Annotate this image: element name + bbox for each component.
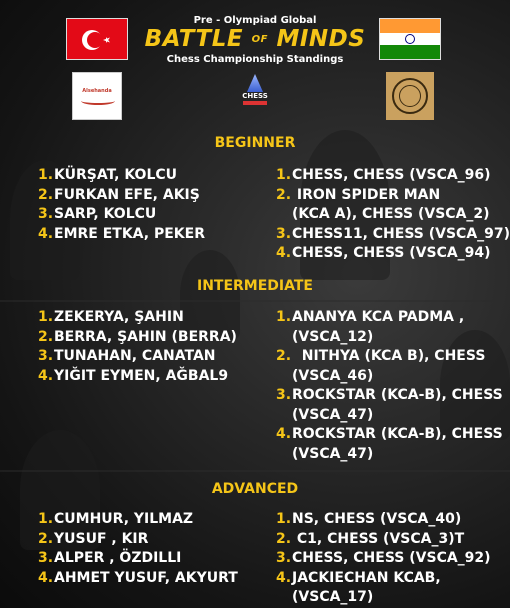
standing-entry-continuation: [276, 406, 503, 426]
rank-number: 4.: [38, 569, 54, 586]
player-name: BERRA, ŞAHIN (BERRA): [54, 328, 237, 345]
standing-entry: [38, 367, 237, 387]
rank-number: 1.: [276, 309, 292, 325]
title-part1: BATTLE: [144, 26, 244, 52]
player-name: TUNAHAN, CANATAN: [54, 348, 216, 364]
standing-entry: [276, 530, 491, 550]
player-name: (KCA A), CHESS (VSCA_2): [292, 206, 490, 222]
standing-entry: [38, 510, 238, 530]
rank-number: 4.: [276, 245, 292, 261]
rank-number: 3.: [276, 550, 292, 566]
player-name: YUSUF , KIR: [54, 530, 149, 547]
standing-entry: [38, 549, 238, 569]
main-title: [0, 26, 510, 52]
rank-number: 2.: [276, 348, 292, 364]
beginner-right-list: [276, 166, 510, 264]
player-name: CHESS, CHESS (VSCA_96): [292, 167, 491, 183]
rank-number: 3.: [276, 225, 292, 242]
rank-number: 1.: [276, 167, 292, 183]
player-name: EMRE ETKA, PEKER: [54, 225, 205, 242]
standing-entry: [38, 225, 205, 245]
logo-left-text: Alsehanda: [82, 88, 112, 94]
standing-entry: [276, 244, 510, 264]
player-name: ROCKSTAR (KCA-B), CHESS: [292, 426, 503, 442]
standing-entry: [276, 347, 503, 367]
rank-number: 3.: [38, 206, 54, 222]
standing-entry-continuation: [276, 367, 503, 387]
rank-number: 1.: [276, 511, 292, 527]
player-name: (VSCA_12): [292, 328, 374, 345]
player-name: C1, CHESS (VSCA_3)T: [292, 530, 465, 547]
standing-entry: [276, 549, 491, 569]
subtitle: Chess Championship Standings: [166, 54, 344, 65]
title-part2: MINDS: [276, 26, 366, 52]
standing-entry-continuation: [276, 205, 510, 225]
rank-number: 2.: [38, 530, 54, 547]
intermediate-left-list: [38, 308, 237, 386]
standing-entry: [276, 510, 491, 530]
rank-number: 4.: [38, 367, 54, 384]
standing-entry: [38, 186, 205, 206]
standing-entry: [276, 225, 510, 245]
player-name: IRON SPIDER MAN: [292, 186, 441, 203]
rank-number: 3.: [276, 387, 292, 403]
standing-entry: [276, 186, 510, 206]
player-name: ANANYA KCA PADMA ,: [292, 309, 465, 325]
player-name: CHESS, CHESS (VSCA_92): [292, 550, 491, 566]
standing-entry: [38, 569, 238, 589]
player-name: ALPER , ÖZDILLI: [54, 550, 182, 566]
standing-entry: [38, 347, 237, 367]
alsehanda-logo: [72, 72, 122, 120]
player-name: (VSCA_17): [292, 589, 374, 605]
section-title-beginner: BEGINNER: [214, 135, 296, 151]
standing-entry: [276, 425, 503, 445]
standing-entry: [38, 530, 238, 550]
rank-number: 2.: [38, 328, 54, 345]
player-name: JACKIECHAN KCAB,: [292, 569, 441, 586]
player-name: KÜRŞAT, KOLCU: [54, 167, 178, 183]
rank-number: 4.: [276, 569, 292, 586]
standing-entry-continuation: [276, 328, 503, 348]
rank-number: 1.: [38, 511, 54, 527]
player-name: ZEKERYA, ŞAHIN: [54, 309, 184, 325]
standing-entry-continuation: [276, 588, 491, 608]
rank-number: 2.: [276, 186, 292, 203]
board-line: [0, 470, 510, 472]
board-line: [0, 300, 510, 302]
rank-number: 4.: [276, 426, 292, 442]
section-title-intermediate: INTERMEDIATE: [196, 278, 313, 294]
player-name: FURKAN EFE, AKIŞ: [54, 186, 200, 203]
chess-logo: [240, 74, 270, 106]
player-name: NS, CHESS (VSCA_40): [292, 511, 462, 527]
club-emblem-logo: [386, 72, 434, 120]
player-name: CUMHUR, YILMAZ: [54, 511, 194, 527]
beginner-left-list: [38, 166, 205, 244]
player-name: AHMET YUSUF, AKYURT: [54, 569, 238, 586]
player-name: YIĞIT EYMEN, AĞBAL9: [54, 367, 229, 384]
standing-entry: [38, 308, 237, 328]
rank-number: 4.: [38, 225, 54, 242]
player-name: CHESS11, CHESS (VSCA_97): [292, 225, 510, 242]
rank-number: 3.: [38, 550, 54, 566]
player-name: (VSCA_46): [292, 367, 374, 384]
rank-number: 1.: [38, 167, 54, 183]
section-title-advanced: ADVANCED: [211, 481, 299, 497]
title-of: OF: [251, 34, 268, 45]
player-name: NITHYA (KCA B), CHESS: [292, 348, 486, 364]
advanced-right-list: [276, 510, 491, 608]
player-name: (VSCA_47): [292, 406, 374, 423]
standing-entry: [276, 308, 503, 328]
advanced-left-list: [38, 510, 238, 588]
standing-entry: [38, 166, 205, 186]
standing-entry-continuation: [276, 445, 503, 465]
chess-piece-icon: [247, 74, 263, 92]
rank-number: 1.: [38, 309, 54, 325]
standing-entry: [38, 328, 237, 348]
player-name: (VSCA_47): [292, 445, 374, 462]
rank-number: 2.: [276, 530, 292, 547]
intermediate-right-list: [276, 308, 503, 464]
standing-entry: [276, 386, 503, 406]
rank-number: 2.: [38, 186, 54, 203]
standing-entry: [38, 205, 205, 225]
player-name: SARP, KOLCU: [54, 206, 157, 222]
standing-entry: [276, 166, 510, 186]
standing-entry: [276, 569, 491, 589]
player-name: ROCKSTAR (KCA-B), CHESS: [292, 387, 503, 403]
logo-mid-text: CHESS: [242, 92, 268, 100]
rank-number: 3.: [38, 348, 54, 364]
player-name: CHESS, CHESS (VSCA_94): [292, 245, 491, 261]
pre-title: Pre - Olympiad Global: [193, 15, 317, 26]
